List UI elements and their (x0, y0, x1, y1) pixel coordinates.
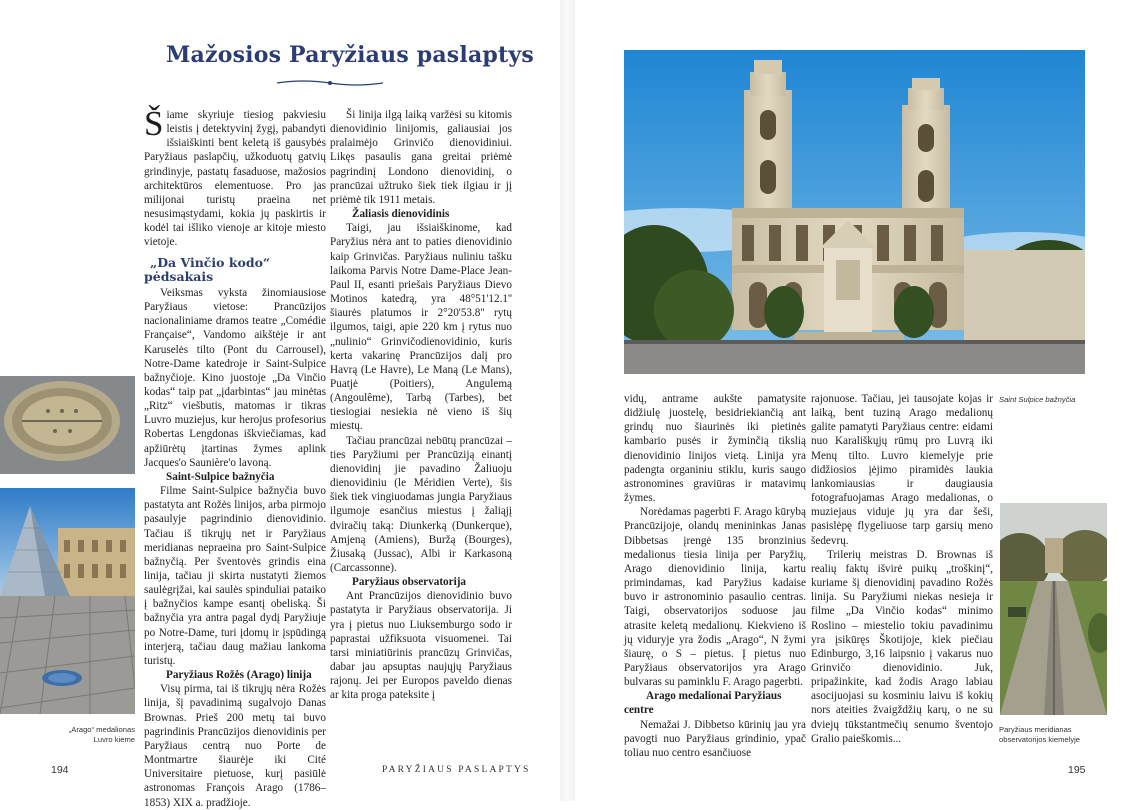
book-gutter (560, 0, 575, 801)
louvre-pyramid-photo (0, 488, 135, 714)
text-column-3 (624, 392, 806, 760)
caption-meridian: Paryžiaus meridianas observatorijos kiemelyje (999, 725, 1081, 744)
chapter-title: Mažosios Paryžiaus paslaptys (166, 42, 534, 68)
section-heading-davinci: „Da Vinčio kodo“ pėdsakais (144, 254, 271, 284)
subheading-green-meridian: Žaliasis dienovidinis (352, 208, 450, 221)
paragraph: Tačiau prancūzai nebūtų prancūzai – ties Paryžiumi per Prancūziją einantį dienovidinį jie pavadino Žaliuoju dienovidiniu (le Méridien Verte), šis šiek tiek vingiuodamas jungia Paryžiaus ilgumoje esančius miestus į žaliąjį dviračių taką: Diunkerką (Dunkerque), Amjeną (Amiens), Buržą (Bourges), Žiusaką (Jussac), Albi ir Karkasoną (Carcassonne). (330, 434, 512, 574)
paragraph: Ši linija ilgą laiką varžėsi su kitomis dienovidinio linijomis, galiausiai jos pralaimėjo Grinvičo dienovidiniui. Likęs pasaulis gana greitai priėmė pagrindinį Londono dienovidinį, o prancūzai užtruko šiek tiek ilgiau ir jį priėmė tik 1911 metais. (330, 109, 512, 206)
caption-arago-medallion: „Arago“ medalionas Luvro kieme (68, 725, 135, 744)
meridian-garden-photo (1000, 503, 1107, 715)
paragraph: rajonuose. Tačiau, jei tausojate kojas ir laiką, bent tuziną Arago medalionų galite pamatyti Paryžiaus centre: eidami nuo Karališkųjų rūmų pro Luvrą iki Menų tilto. Luvro kiemelyje prie didžiosios įėjimo piramidės laukia lankomiausias ir daugiausia fotografuojamas Arago medalionas, o muziejaus viduje jų yra dar šeši, pasislėpę flygeliuose tarp garsių meno šedevrų. (811, 393, 993, 547)
saint-sulpice-photo (624, 50, 1085, 374)
text-column-1 (144, 104, 326, 810)
text-column-4 (811, 392, 993, 746)
paragraph: vidų, antrame aukšte pamatysite didžiulę juostelę, besidriekiančią ant grindų nuo šiaurinės iki pietinės kambario pusės ir žyminčią tikslią dienovidinio linijos vietą. Linija yra padengta organiniu stiklu, kuris saugo astronomines graviūras ir matavimų žymes. (624, 393, 806, 505)
page-number-right: 195 (1068, 764, 1086, 776)
arago-medallion-photo (0, 376, 135, 474)
paragraph: Norėdamas pagerbti F. Arago kūrybą Prancūzijoje, olandų menininkas Janas Dibbetsas įrengė 135 bronzinius medalionus tiesia linija per Paryžių, Arago dienovidinio linija, kartu primindamas, kad Paryžius kadaise buvo ir astronominio pasaulio centras. Taigi, observatorijos soduose jau atrasite keletą medalionų. Kiekvieno iš jų viduryje yra žodis „Arago“, N žymi šiaurę, o S – pietus. Į pietus nuo Paryžiaus observatorijos yra Arago bulvaras su paminklu F. Arago pagerbti. (624, 506, 806, 689)
intro-paragraph: iame skyriuje tiesiog pakviesiu leistis į detektyvinį žygį, pabandyti išsiaiškinti bent keletą iš gausybės Paryžiaus paslapčių, užkoduotų gatvių grindinyje, pastatų fasaduose, mažosios architektūros elementuose. Pro jas milijonai turistų praeina net nesusimąstydami, kokia jų paskirtis ir kodėl tai išliko vienoje ar kitoje miesto vietoje. (144, 109, 326, 249)
paragraph: Nemažai J. Dibbetso kūrinių jau yra pavogti nuo Paryžiaus grindinio, ypač toliau nuo centro esančiuose (624, 718, 806, 759)
paragraph: Veiksmas vyksta žinomiausiose Paryžiaus vietose: Prancūzijos nacionaliniame dramos teatre „Comédie Française“, Vandomo aikštėje ir ant Karuselės tilto (Pont du Carrousel), Notre-Dame katedroje ir Saint-Sulpice bažnyčioje. Kino juostoje „Da Vinčio kodas“ taip pat „įdarbintas“ jau minėtas „Ritz“ viešbutis, matomas ir tikras Luvro muziejus, kur herojus profesorius Robertas Lengdonas iškviečiamas, kad apžiūrėtų įtartinas žymes aplink Jacques'o Saunière'o lavoną. (144, 286, 326, 469)
text-column-2 (330, 108, 512, 703)
page-number-left: 194 (51, 764, 69, 776)
subheading-arago-medallions: Arago medalionai Paryžiaus centre (624, 690, 782, 717)
paragraph: Visų pirma, tai iš tikrųjų nėra Rožės linija, šį pavadinimą sugalvojo Danas Brownas. Prieš 200 metų tai buvo pagrindinis Prancūzijos dienovidinis per Paryžiaus centrą nuo Porte de Montmartre šiaurėje iki Cité Universitaire pietuose, kurį pasiūlė astronomas François Arago (1786–1853) XIX a. pradžioje. (144, 683, 326, 809)
subheading-rose-line: Paryžiaus Rožės (Arago) linija (166, 669, 312, 682)
paragraph: Taigi, jau išsiaiškinome, kad Paryžius nėra ant to paties dienovidinio kaip Grinvičas. Paryžiaus nuliniu tašku laikoma Parvis Notre Dame-Place Jean-Paul II, esanti priešais Paryžiaus Dievo Motinos katedrą, yra 48°51'12.1'' šiaurės platumos ir 2°20'53.8'' rytų ilgumos, taigi, apie 220 km į rytus nuo „nulinio“ Grinvičodienovidinio, kuris kerta vakarinę Prancūzijos dalį pro Havrą (Le Havre), Le Maną (Le Mans), Puatjė (Poitiers), Angulemą (Angoulême), Tarbą (Tarbes), bet tiesiogiai nesiekia nė vieno iš šių miestų. (330, 222, 512, 433)
subheading-saint-sulpice: Saint-Sulpice bažnyčia (166, 470, 275, 483)
paragraph: Ant Prancūzijos dienovidinio buvo pastatyta ir Paryžiaus observatorija. Ji yra į pietus nuo Liuksemburgo sodo ir paprastai užfiksuota visuomenei. Tai tarsi miniatiūrinis prancūzų Grinvičas, dabar jau apsuptas naujųjų Paryžiaus rajonų. Jei per Europos paveldo dienas ar kita proga pateksite į (330, 590, 512, 702)
drop-cap: Š (144, 104, 164, 143)
paragraph: Filme Saint-Sulpice bažnyčia buvo pastatyta ant Rožės linijos, arba pirmojo pasaulyje pagrindinio dienovidinio. Tačiau iš tikrųjų net ir Paryžiaus meridianas nepraeina pro Saint-Sulpice bažnyčią. Per šventovės grindis eina linija, tačiau ji skirta nustatyti žiemos saulėgrįžai, kai saulės spinduliai pataiko į bažnyčios kampe esantį obeliską. Ši bažnyčia yra antra pagal dydį Paryžiuje po Notre-Dame, turi įdomų ir įspūdingą interjerą, tačiau daug mažiau lankoma turistų. (144, 485, 326, 667)
subheading-observatory: Paryžiaus observatorija (352, 576, 467, 589)
title-ornament-icon (275, 78, 385, 88)
running-head: PARYŽIAUS PASLAPTYS (382, 765, 531, 775)
caption-saint-sulpice: Saint Sulpice bažnyčia (999, 395, 1076, 404)
paragraph: Trilerių meistras D. Brownas iš realių faktų išvirė puikų „troškinį“, kuriame šį dienovidinį pavadino Rožės linija. Su Paryžiumi niekas nesieja ir filme „Da Vinčio kodas“ minimo Roslino – miestelio tokiu pavadinimu yra įsikūręs Škotijoje, kiek piečiau Edinburgo, 3,16 laipsnio į vakarus nuo Grinvičo dienovidinio. Juk, pripažinkite, kad žodis Arago labiau asocijuojasi su kosminiu laivu iš kokių nors ateities žvaigždžių karų, o ne su dviejų tūkstantmečių senumo šventojo Gralio paieškomis... (811, 548, 993, 745)
